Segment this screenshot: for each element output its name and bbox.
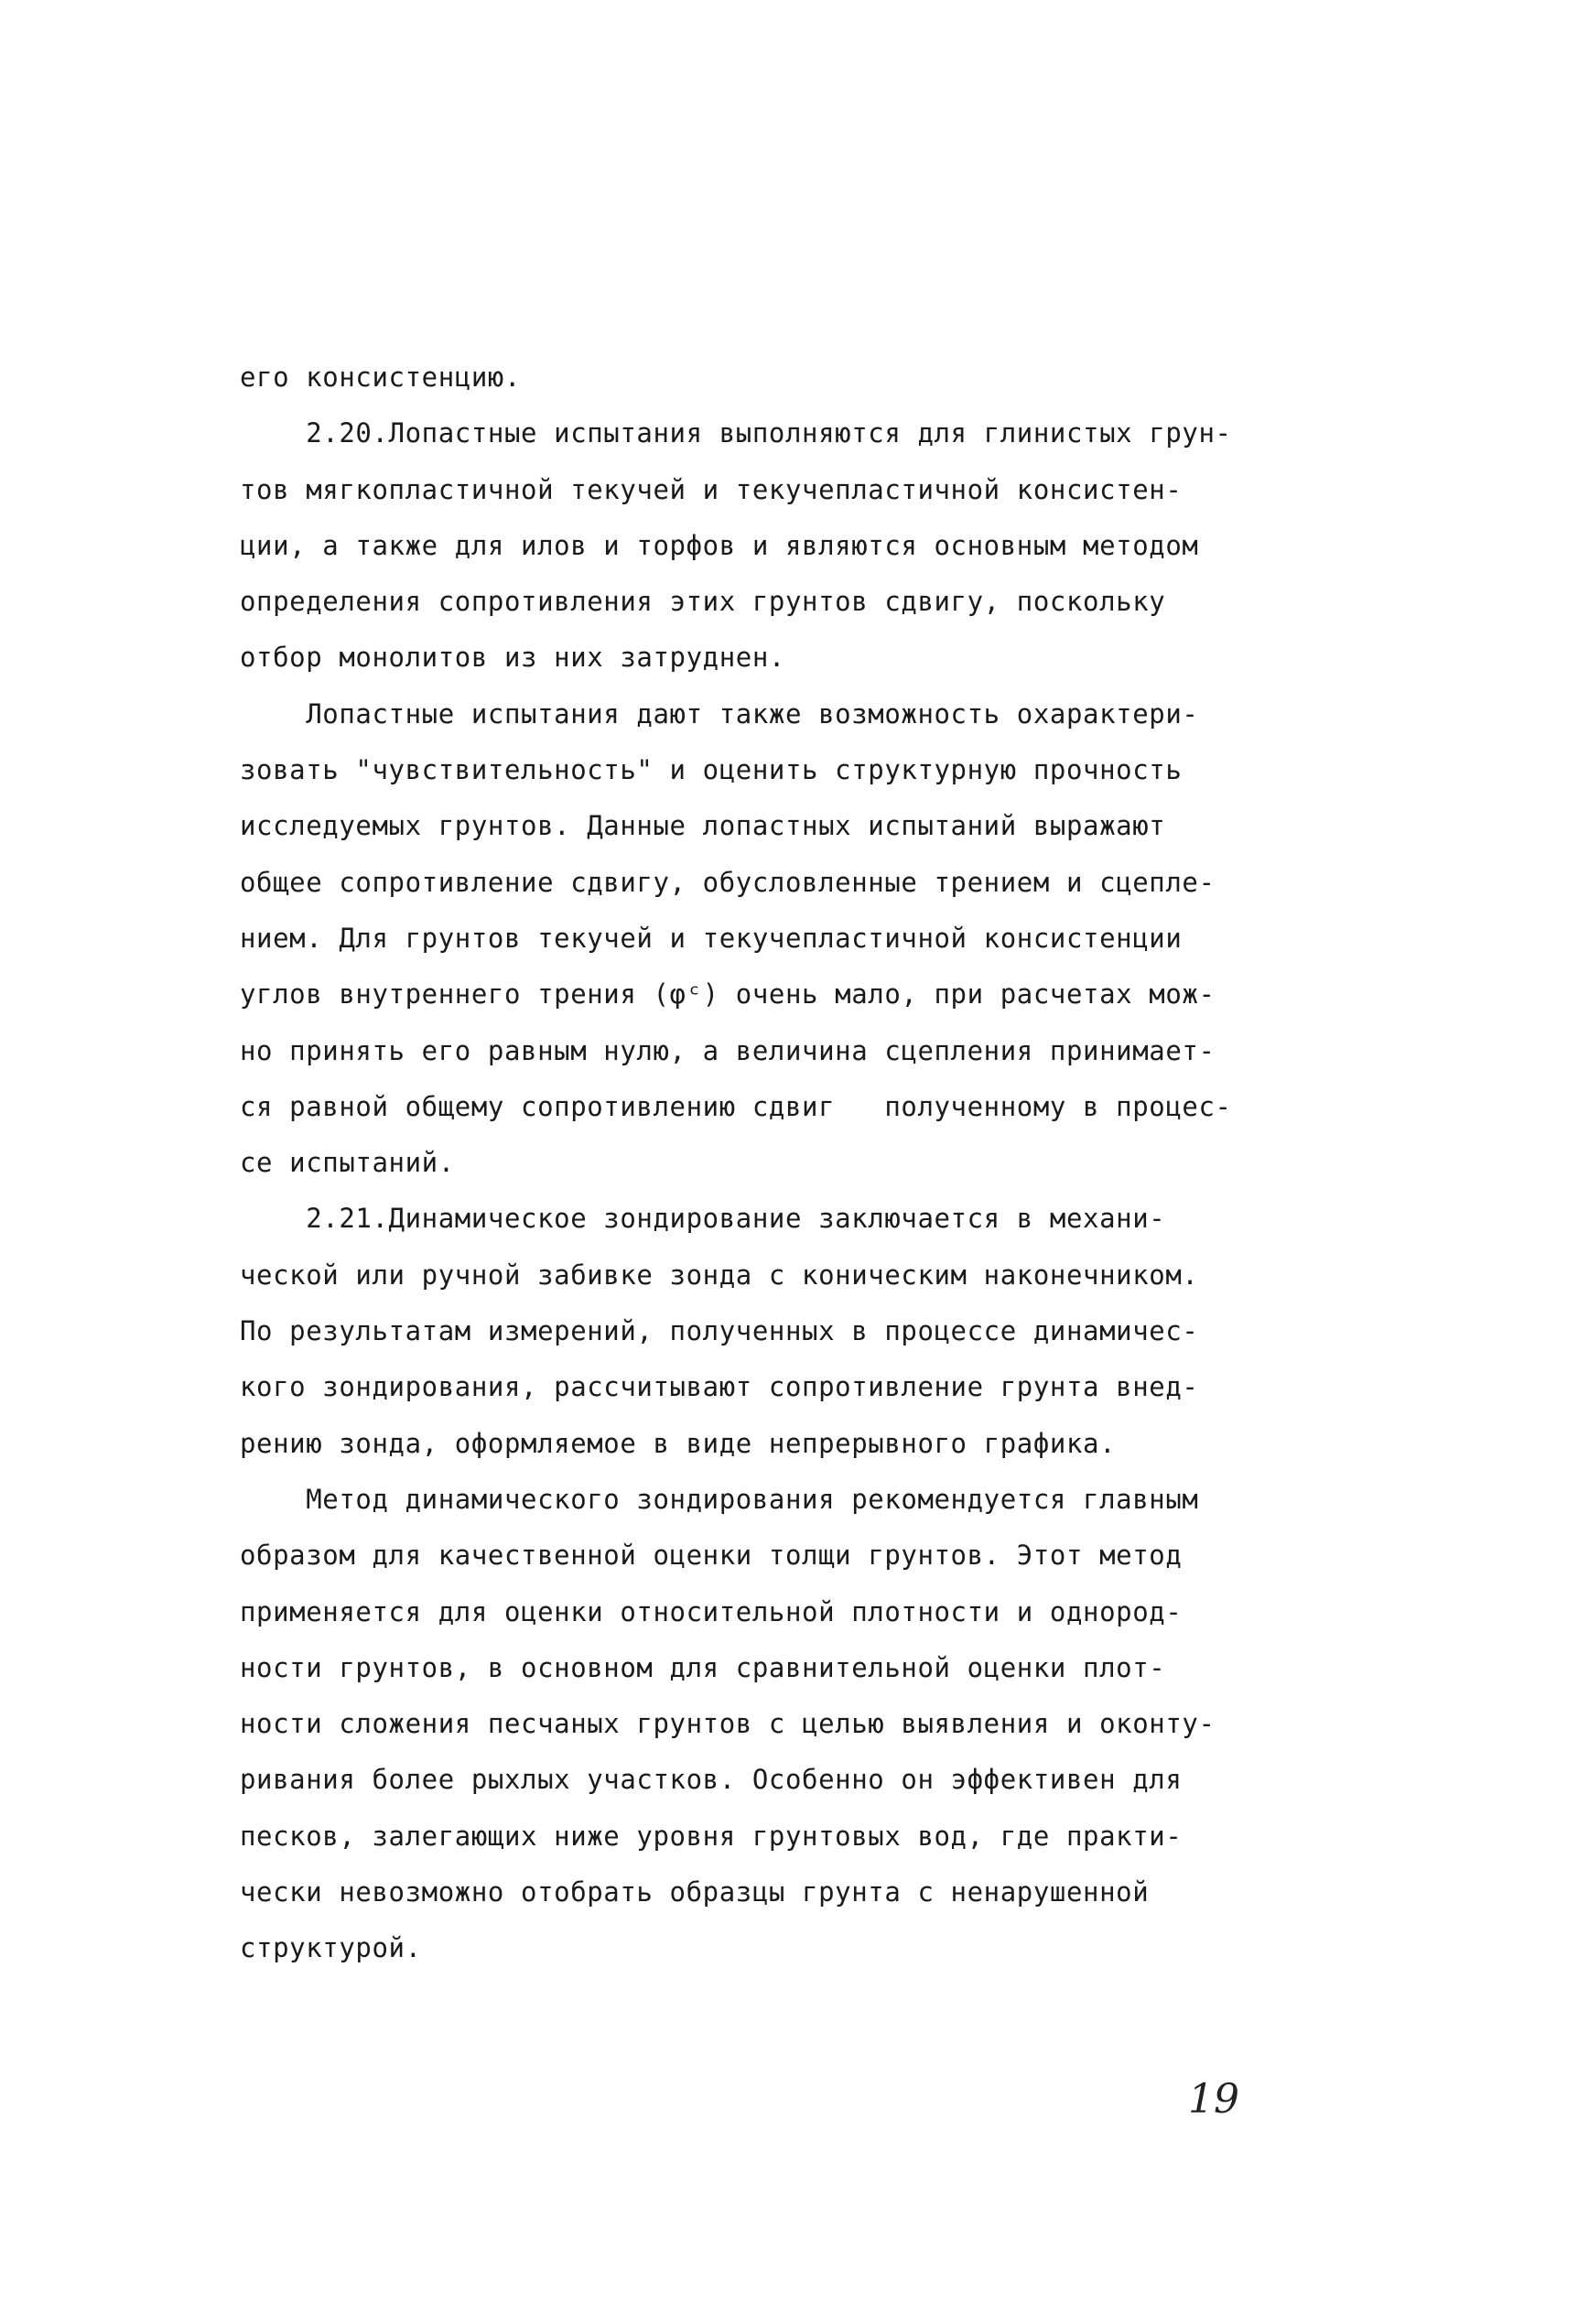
text-line: Метод динамического зондирования рекомендуется главным [240, 1483, 1199, 1515]
text-line: ческой или ручной забивке зонда с коническим наконечником. [240, 1259, 1199, 1291]
text-line: ности сложения песчаных грунтов с целью выявления и оконту- [240, 1708, 1216, 1740]
text-line: 2.20.Лопастные испытания выполняются для глинистых грун- [240, 417, 1232, 449]
text-line: По результатам измерений, полученных в процессе динамичес- [240, 1315, 1199, 1347]
text-line: применяется для оценки относительной плотности и однород- [240, 1595, 1183, 1627]
text-line: зовать "чувствительность" и оценить структурную прочность [240, 754, 1183, 786]
body-text [240, 350, 1338, 1977]
page-number: 19 [1188, 2076, 1239, 2123]
text-line: ции, а также для илов и торфов и являются основным методом [240, 529, 1199, 561]
text-line: углов внутреннего трения (φᶜ) очень мало, при расчетах мож- [240, 978, 1216, 1011]
text-line: структурой. [240, 1932, 422, 1964]
text-line: песков, залегающих ниже уровня грунтовых вод, где практи- [240, 1820, 1183, 1852]
text-line: образом для качественной оценки толщи грунтов. Этот метод [240, 1540, 1183, 1572]
text-line: ривания более рыхлых участков. Особенно он эффективен для [240, 1764, 1183, 1796]
text-line: рению зонда, оформляемое в виде непрерывного графика. [240, 1427, 1117, 1459]
text-line: ности грунтов, в основном для сравнительной оценки плот- [240, 1651, 1166, 1683]
text-line: чески невозможно отобрать образцы грунта с ненарушенной [240, 1876, 1150, 1908]
text-line: определения сопротивления этих грунтов сдвигу, поскольку [240, 586, 1166, 618]
text-line: 2.21.Динамическое зондирование заключается в механи- [240, 1203, 1166, 1235]
text-line: нием. Для грунтов текучей и текучепластичной консистенции [240, 922, 1183, 954]
text-line: исследуемых грунтов. Данные лопастных испытаний выражают [240, 810, 1166, 842]
text-line: тов мягкопластичной текучей и текучепластичной консистен- [240, 473, 1183, 505]
text-line: кого зондирования, рассчитывают сопротивление грунта внед- [240, 1371, 1199, 1403]
text-line: ся равной общему сопротивлению сдвиг полученному в процес- [240, 1090, 1232, 1122]
text-line: Лопастные испытания дают также возможность охарактери- [240, 697, 1199, 730]
text-line: се испытаний. [240, 1147, 455, 1179]
text-line: отбор монолитов из них затруднен. [240, 642, 785, 674]
text-line: его консистенцию. [240, 362, 522, 393]
text-line: но принять его равным нулю, а величина сцепления принимает- [240, 1034, 1216, 1066]
text-line: общее сопротивление сдвигу, обусловленные трением и сцепле- [240, 866, 1216, 898]
